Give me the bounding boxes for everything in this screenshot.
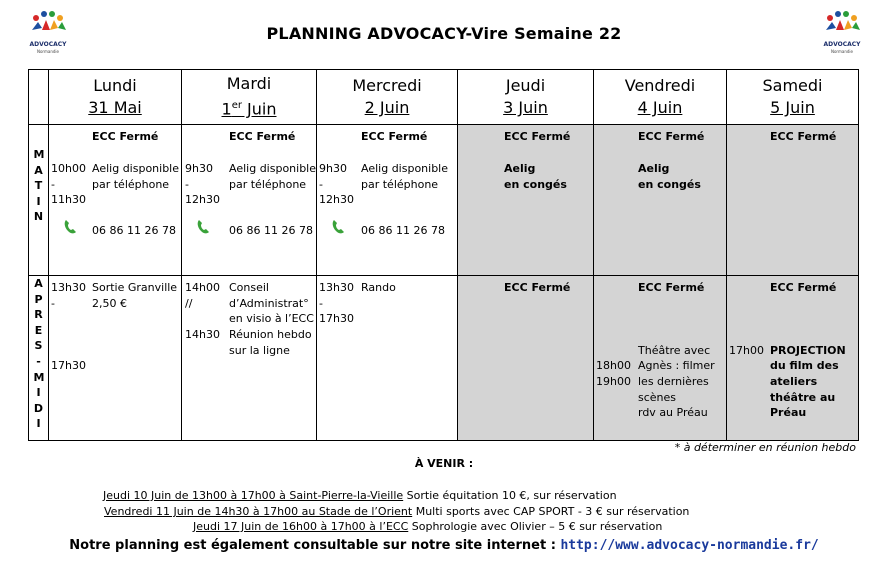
phone-icon bbox=[331, 219, 345, 235]
corner-cell bbox=[29, 70, 49, 125]
afternoon-label bbox=[29, 276, 49, 441]
event-when: Jeudi 17 Juin de 16h00 à 17h00 à l’ECC bbox=[193, 520, 409, 533]
activity-line: Aelig disponible bbox=[92, 162, 180, 175]
time-dash: - bbox=[51, 178, 55, 191]
logo-text: ADVOCACY bbox=[29, 41, 67, 48]
event-when: Vendredi 11 Juin de 14h30 à 17h00 au Stade de l’Orient bbox=[104, 505, 413, 518]
event-what: Multi sports avec CAP SPORT - 3 € sur réservation bbox=[415, 505, 690, 518]
activity-line: Aelig disponible bbox=[361, 162, 449, 175]
activity-line: en visio à l’ECC bbox=[229, 312, 314, 325]
monday-morning bbox=[49, 125, 182, 276]
day-date: 31 Mai bbox=[88, 98, 142, 117]
status-text: ECC Fermé bbox=[92, 130, 159, 143]
day-date: 5 Juin bbox=[770, 98, 815, 117]
afternoon-row bbox=[29, 276, 859, 441]
time-start: 13h30 bbox=[51, 281, 86, 294]
event-what: Sophrologie avec Olivier – 5 € sur réservation bbox=[411, 520, 663, 533]
event-what: Sortie équitation 10 €, sur réservation bbox=[406, 489, 617, 502]
activity-line: Sortie Granville bbox=[92, 281, 178, 294]
saturday-afternoon bbox=[727, 276, 859, 441]
activity-line: par téléphone bbox=[361, 178, 439, 191]
period-label: A P R E S - M I D I bbox=[33, 277, 45, 431]
upcoming-heading: À VENIR : bbox=[414, 457, 474, 470]
time-end: 12h30 bbox=[185, 193, 220, 206]
activity-line: par téléphone bbox=[92, 178, 170, 191]
thursday-morning bbox=[458, 125, 594, 276]
day-name: Mardi bbox=[226, 74, 272, 94]
status-text: ECC Fermé bbox=[229, 130, 296, 143]
time-dash: - bbox=[185, 178, 189, 191]
upcoming-event bbox=[103, 489, 617, 502]
tuesday-afternoon bbox=[182, 276, 317, 441]
footer-text: Notre planning est également consultable sur notre site internet : bbox=[69, 538, 556, 553]
status-text: ECC Fermé bbox=[504, 130, 571, 143]
status-text: ECC Fermé bbox=[770, 281, 837, 294]
activity-line: Aelig bbox=[638, 162, 670, 175]
day-name: Mercredi bbox=[352, 76, 422, 95]
phone-number: 06 86 11 26 78 bbox=[229, 224, 313, 237]
logo-subtext: Normandie bbox=[830, 49, 853, 54]
status-text: ECC Fermé bbox=[504, 281, 571, 294]
time-second: 14h30 bbox=[185, 328, 220, 341]
day-name: Jeudi bbox=[505, 76, 546, 95]
day-header-thursday bbox=[458, 70, 594, 125]
activity-line: ateliers bbox=[770, 375, 818, 388]
friday-afternoon bbox=[594, 276, 727, 441]
activity-line: Rando bbox=[361, 281, 396, 294]
status-text: ECC Fermé bbox=[770, 130, 837, 143]
day-date: 2 Juin bbox=[364, 98, 410, 117]
activity-line: en congés bbox=[504, 178, 567, 191]
activity-line: Aelig disponible bbox=[229, 162, 317, 175]
monday-afternoon bbox=[49, 276, 182, 441]
day-date: 4 Juin bbox=[637, 98, 683, 117]
status-text: ECC Fermé bbox=[638, 281, 705, 294]
activity-line: rdv au Préau bbox=[638, 406, 708, 419]
time-start: 14h00 bbox=[185, 281, 220, 294]
activity-line: d’Administrat° bbox=[229, 297, 309, 310]
activity-line: du film des bbox=[770, 359, 839, 372]
logo-text: ADVOCACY bbox=[823, 41, 861, 48]
time-start: 9h30 bbox=[319, 162, 347, 175]
day-header-monday bbox=[49, 70, 182, 125]
time-end: 12h30 bbox=[319, 193, 354, 206]
page-title: PLANNING ADVOCACY-Vire Semaine 22 bbox=[266, 24, 622, 43]
activity-line: sur la ligne bbox=[229, 344, 290, 357]
thursday-afternoon bbox=[458, 276, 594, 441]
logo-subtext: Normandie bbox=[36, 49, 59, 54]
upcoming-event bbox=[104, 505, 689, 518]
wednesday-morning bbox=[317, 125, 458, 276]
time-start: 17h00 bbox=[729, 344, 764, 357]
day-date: 1er Juin bbox=[221, 99, 277, 119]
tuesday-morning bbox=[182, 125, 317, 276]
day-name: Lundi bbox=[93, 76, 137, 95]
day-date: 3 Juin bbox=[503, 98, 548, 117]
footnote: * à déterminer en réunion hebdo bbox=[674, 441, 856, 454]
header-row bbox=[29, 70, 859, 125]
time-end: 11h30 bbox=[51, 193, 86, 206]
time-start: 13h30 bbox=[319, 281, 354, 294]
activity-price: 2,50 € bbox=[92, 297, 127, 310]
status-text: ECC Fermé bbox=[638, 130, 705, 143]
morning-row bbox=[29, 125, 859, 276]
activity-line: Aelig bbox=[504, 162, 536, 175]
phone-number: 06 86 11 26 78 bbox=[92, 224, 176, 237]
phone-icon bbox=[196, 219, 210, 235]
activity-line: théâtre au bbox=[770, 391, 836, 404]
activity-line: scènes bbox=[638, 391, 677, 404]
morning-label bbox=[29, 125, 49, 276]
day-header-wednesday bbox=[317, 70, 458, 125]
saturday-morning bbox=[727, 125, 859, 276]
weekly-schedule-table bbox=[28, 69, 859, 441]
day-header-friday bbox=[594, 70, 727, 125]
activity-line: Théâtre avec bbox=[638, 344, 711, 357]
wednesday-afternoon bbox=[317, 276, 458, 441]
activity-line: Conseil bbox=[229, 281, 269, 294]
status-text: ECC Fermé bbox=[361, 130, 428, 143]
day-header-tuesday bbox=[182, 70, 317, 125]
time-start: 9h30 bbox=[185, 162, 213, 175]
activity-line: Réunion hebdo bbox=[229, 328, 312, 341]
time-end: 17h30 bbox=[51, 359, 86, 372]
activity-line: PROJECTION bbox=[770, 344, 846, 357]
activity-line: Agnès : filmer bbox=[638, 359, 715, 372]
footer bbox=[0, 538, 888, 553]
time-start: 18h00 bbox=[596, 359, 631, 372]
time-start: 10h00 bbox=[51, 162, 86, 175]
time-end: 19h00 bbox=[596, 375, 631, 388]
activity-line: en congés bbox=[638, 178, 701, 191]
website-link[interactable]: http://www.advocacy-normandie.fr/ bbox=[560, 538, 819, 553]
time-dash: - bbox=[51, 297, 55, 310]
period-label: M A T I N bbox=[33, 148, 45, 224]
time-dash: - bbox=[319, 297, 323, 310]
upcoming-event bbox=[193, 520, 662, 533]
time-separator: // bbox=[185, 297, 193, 310]
day-name: Samedi bbox=[762, 76, 823, 95]
day-name: Vendredi bbox=[624, 76, 696, 95]
day-header-saturday bbox=[727, 70, 859, 125]
time-end: 17h30 bbox=[319, 312, 354, 325]
time-dash: - bbox=[319, 178, 323, 191]
phone-icon bbox=[63, 219, 77, 235]
activity-line: Préau bbox=[770, 406, 807, 419]
activity-line: par téléphone bbox=[229, 178, 307, 191]
phone-number: 06 86 11 26 78 bbox=[361, 224, 445, 237]
activity-line: les dernières bbox=[638, 375, 709, 388]
friday-morning bbox=[594, 125, 727, 276]
event-when: Jeudi 10 Juin de 13h00 à 17h00 à Saint-Pierre-la-Vieille bbox=[103, 489, 404, 502]
